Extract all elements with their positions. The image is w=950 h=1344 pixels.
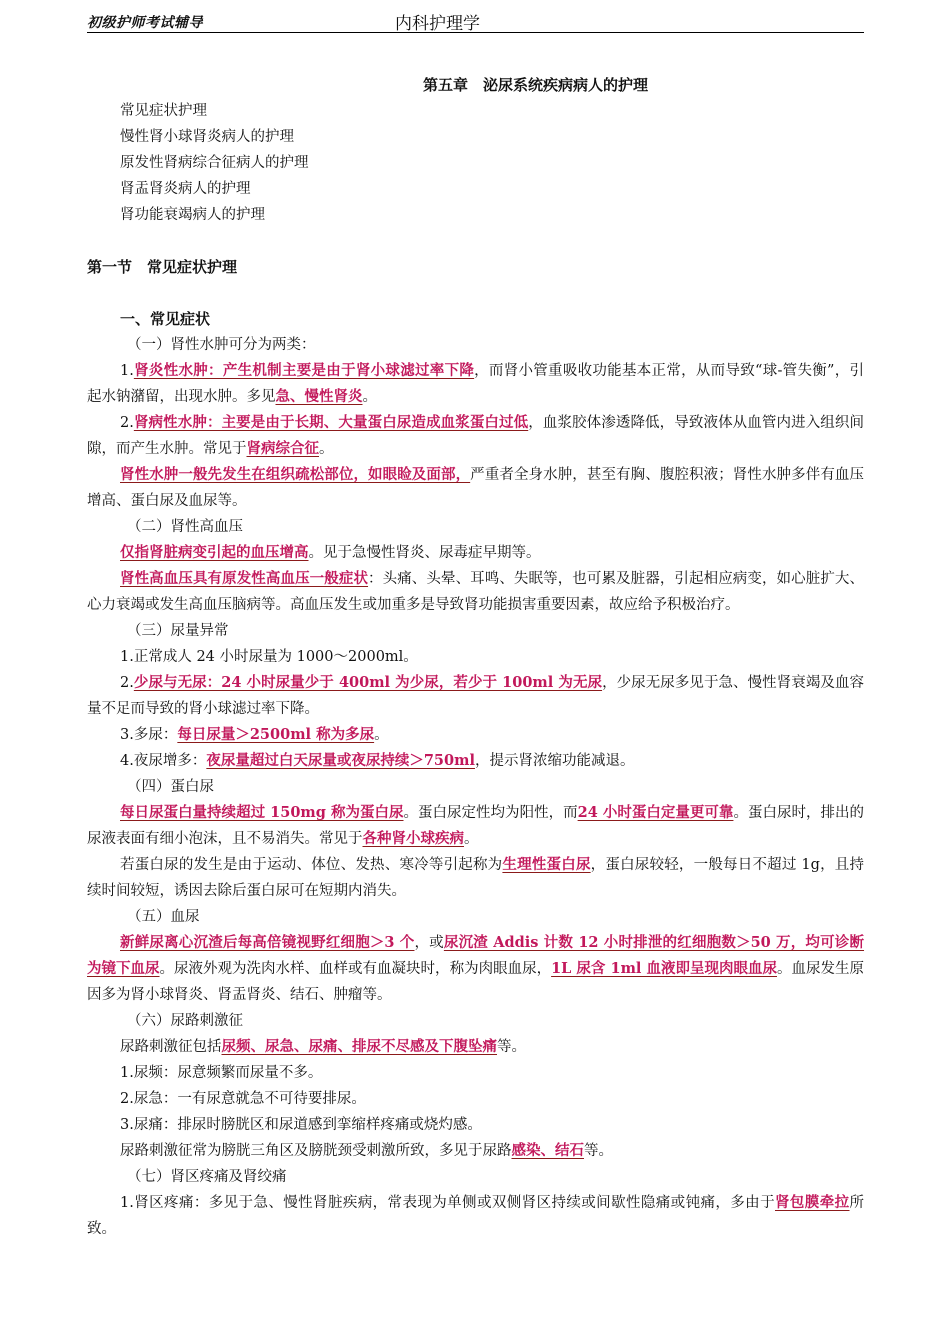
paragraph: 2.尿急：一有尿意就急不可待要排尿。 [120,1091,366,1107]
paragraph: 新鲜尿离心沉渣后每高倍镜视野红细胞＞3 个，或尿沉渣 Addis 计数 12 小时排泄的红细胞数＞50 万，均可诊断为镜下血尿。尿液外观为洗肉水样、血样或有血凝块时，称为肉眼血尿，1L 尿含 1ml 血液即呈现肉眼血尿。血尿发生原因多为肾小球肾炎、肾盂肾炎、结石、肿瘤等。 [87,934,865,1003]
toc-item: 慢性肾小球肾炎病人的护理 [120,129,294,145]
paragraph: 3.尿痛：排尿时膀胱区和尿道感到挛缩样疼痛或烧灼感。 [120,1117,482,1133]
highlight: 急、慢性肾炎 [275,388,363,405]
highlight: 肾病性水肿：主要是由于长期、大量蛋白尿造成血浆蛋白过低 [133,414,529,431]
paragraph: 1.肾区疼痛：多见于急、慢性肾脏疾病，常表现为单侧或双侧肾区持续或间歇性隐痛或钝痛，多由于肾包膜牵拉所致。 [87,1194,864,1237]
section-title: 第一节 常见症状护理 [87,258,238,276]
paragraph: 肾性高血压具有原发性高血压一般症状：头痛、头晕、耳鸣、失眠等，也可累及脏器，引起相应病变，如心脏扩大、心力衰竭或发生高血压脑病等。高血压发生或加重多是导致肾功能损害重要因素，故应给予积极治疗。 [87,570,864,613]
subheading-urine-volume: （三）尿量异常 [127,623,229,639]
highlight: 肾病综合征 [246,440,319,457]
highlight: 感染、结石 [511,1142,584,1159]
paragraph: 尿路刺激征包括尿频、尿急、尿痛、排尿不尽感及下腹坠痛等。 [120,1038,526,1055]
page-header [87,10,864,33]
highlight: 肾性水肿一般先发生在组织疏松部位，如眼睑及面部， [120,466,471,483]
highlight: 肾性高血压具有原发性高血压一般症状 [120,570,369,587]
highlight: 各种肾小球疾病 [362,830,464,847]
subheading-urinary-irritation: （六）尿路刺激征 [127,1013,243,1029]
highlight: 新鲜尿离心沉渣后每高倍镜视野红细胞＞3 个 [120,934,415,951]
highlight: 肾包膜牵拉 [774,1194,850,1211]
toc-item: 常见症状护理 [120,103,207,119]
paragraph: 1.正常成人 24 小时尿量为 1000～2000ml。 [120,649,418,665]
toc-item: 原发性肾病综合征病人的护理 [120,155,309,171]
highlight: 肾炎性水肿：产生机制主要是由于肾小球滤过率下降 [133,362,475,379]
subheading-renal-pain: （七）肾区疼痛及肾绞痛 [127,1169,287,1185]
highlight: 24 小时蛋白定量更可靠 [577,804,734,821]
paragraph: 仅指肾脏病变引起的血压增高。见于急慢性肾炎、尿毒症早期等。 [120,544,541,561]
paragraph: 2.少尿与无尿：24 小时尿量少于 400ml 为少尿，若少于 100ml 为无尿，少尿无尿多见于急、慢性肾衰竭及血容量不足而导致的肾小球滤过率下降。 [87,674,865,717]
highlight: 尿沉渣 Addis 计数 12 小时排泄的红细胞数＞50 万，均可诊断为镜下血尿 [87,934,865,977]
subheading-renal-hypertension: （二）肾性高血压 [127,519,243,535]
document-body [87,72,864,1242]
subheading-hematuria: （五）血尿 [127,909,200,925]
paragraph: 肾性水肿一般先发生在组织疏松部位，如眼睑及面部，严重者全身水肿，甚至有胸、腹腔积液；肾性水肿多伴有血压增高、蛋白尿及血尿等。 [87,466,865,509]
paragraph: 1.肾炎性水肿：产生机制主要是由于肾小球滤过率下降，而肾小管重吸收功能基本正常，从而导致“球-管失衡”，引起水钠潴留，出现水肿。多见急、慢性肾炎。 [87,362,864,405]
paragraph: 若蛋白尿的发生是由于运动、体位、发热、寒冷等引起称为生理性蛋白尿，蛋白尿较轻，一般每日不超过 1g，且持续时间较短，诱因去除后蛋白尿可在短期内消失。 [87,856,865,899]
toc-item: 肾盂肾炎病人的护理 [120,181,251,197]
highlight: 每日尿蛋白量持续超过 150mg 称为蛋白尿 [120,804,404,821]
subheading-renal-edema: （一）肾性水肿可分为两类： [127,337,316,353]
highlight: 夜尿量超过白天尿量或夜尿持续＞750ml [206,752,475,769]
highlight: 仅指肾脏病变引起的血压增高 [120,544,309,561]
chapter-toc [87,98,864,228]
highlight: 1L 尿含 1ml 血液即呈现肉眼血尿 [551,960,777,977]
paragraph: 4.夜尿增多：夜尿量超过白天尿量或夜尿持续＞750ml，提示肾浓缩功能减退。 [120,752,635,769]
header-course-name: 初级护师考试辅导 [87,15,203,31]
highlight: 少尿与无尿：24 小时尿量少于 400ml 为少尿，若少于 100ml 为无尿 [133,674,603,691]
paragraph: 每日尿蛋白量持续超过 150mg 称为蛋白尿。蛋白尿定性均为阳性，而24 小时蛋白定量更可靠。蛋白尿时，排出的尿液表面有细小泡沫，且不易消失。常见于各种肾小球疾病。 [87,804,865,847]
paragraph: 1.尿频：尿意频繁而尿量不多。 [120,1065,323,1081]
paragraph: 尿路刺激征常为膀胱三角区及膀胱颈受刺激所致，多见于尿路感染、结石等。 [120,1142,613,1159]
highlight: 生理性蛋白尿 [502,856,591,873]
highlight: 尿频、尿急、尿痛、排尿不尽感及下腹坠痛 [221,1038,497,1055]
toc-item: 肾功能衰竭病人的护理 [120,207,265,223]
header-subject-title: 内科护理学 [395,14,480,34]
highlight: 每日尿量＞2500ml 称为多尿 [177,726,375,743]
paragraph: 3.多尿：每日尿量＞2500ml 称为多尿。 [120,726,389,743]
paragraph: 2.肾病性水肿：主要是由于长期、大量蛋白尿造成血浆蛋白过低，血浆胶体渗透降低，导致液体从血管内进入组织间隙，而产生水肿。常见于肾病综合征。 [87,414,865,457]
chapter-title: 第五章 泌尿系统疾病病人的护理 [422,76,648,94]
subheading-proteinuria: （四）蛋白尿 [127,779,214,795]
heading-common-symptoms: 一、常见症状 [120,310,211,328]
